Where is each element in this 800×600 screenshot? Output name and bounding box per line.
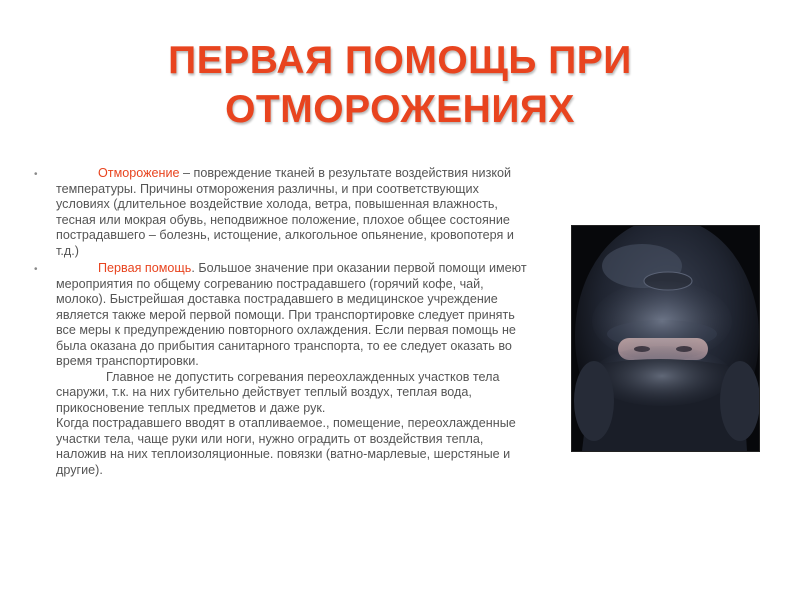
- bullet-dot-icon: •: [34, 169, 38, 180]
- title-line-1: ПЕРВАЯ ПОМОЩЬ ПРИ: [168, 39, 632, 82]
- first-aid-paragraph: [56, 261, 534, 370]
- bullet-lead-first-aid: Первая помощь: [98, 261, 192, 275]
- slide-content: [34, 166, 534, 480]
- slide-title: [60, 36, 740, 134]
- frosted-face-photo: [571, 225, 760, 452]
- bullet-dot-icon: •: [34, 264, 38, 275]
- definition-paragraph: [56, 166, 534, 259]
- bullet-frostbite-definition: [34, 166, 534, 259]
- bullet-first-aid: [34, 261, 534, 478]
- warming-warning-paragraph: Главное не допустить согревания переохлажденных участков тела снаружи, т.к. на них губительно действует теплый воздух, теплая вода, прикосновение теплых предметов и даже рук.: [56, 369, 500, 415]
- title-line-2: ОТМОРОЖЕНИЯХ: [225, 88, 575, 131]
- frosted-face-illustration: [572, 226, 759, 451]
- bullet-lead-frostbite: Отморожение: [98, 166, 180, 180]
- heated-room-paragraph: Когда пострадавшего вводят в отапливаемое., помещение, переохлажденные участки тела, чаще руки или ноги, нужно оградить от воздействия тепла, наложив на них теплоизоляционные. повязки (ватно-марлевые, шерстяные и другие).: [56, 416, 516, 477]
- first-aid-text: . Большое значение при оказании первой помощи имеют мероприятия по общему согреванию пострадавшего (горячий кофе, чай, молоко). Быстрейшая доставка пострадавшего в медицинское учреждение является также мерой первой помощи. При транспортировке следует принять все меры к предупреждению повторного охлаждения. Если первая помощь не была оказана до прибытия санитарного транспорта, то ее следует оказать во время транспортировки.: [56, 261, 527, 368]
- definition-text: – повреждение тканей в результате воздействия низкой температуры. Причины отморожения различны, и при соответствующих условиях (длительное воздействие холода, ветра, повышенная влажность, тесная или мокрая обувь, неподвижное положение, плохое общее состояние пострадавшего – болезнь, истощение, алкогольное опьянение, кровопотеря и т.д.): [56, 166, 514, 258]
